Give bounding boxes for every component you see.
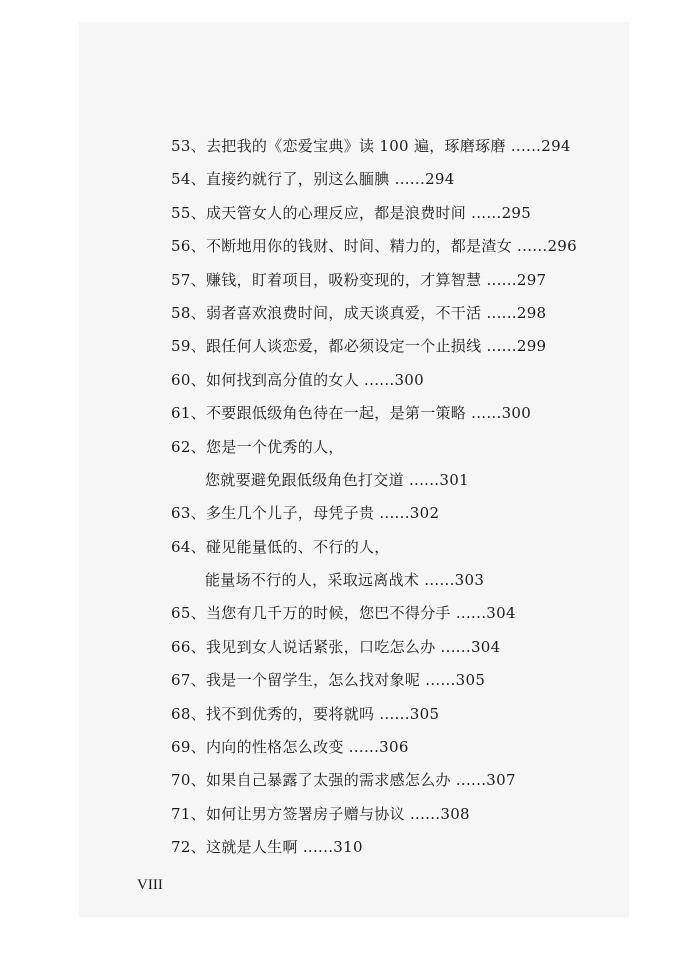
toc-entry: 70、如果自己暴露了太强的需求感怎么办 ......307 (171, 771, 516, 790)
toc-entry: 65、当您有几千万的时候，您巴不得分手 ......304 (171, 604, 516, 623)
toc-entry: 64、碰见能量低的、不行的人， (171, 537, 390, 556)
toc-entry-continuation: 您就要避免跟低级角色打交道 ......301 (205, 470, 469, 489)
toc-entry: 66、我见到女人说话紧张，口吃怎么办 ......304 (171, 637, 501, 656)
page-number: VIII (137, 877, 163, 893)
toc-entry: 67、我是一个留学生，怎么找对象呢 ......305 (171, 671, 486, 690)
toc-entry: 72、这就是人生啊 ......310 (171, 838, 363, 857)
toc-entry: 61、不要跟低级角色待在一起，是第一策略 ......300 (171, 404, 532, 423)
toc-entry: 56、不断地用你的钱财、时间、精力的，都是渣女 ......296 (171, 237, 577, 256)
toc-entry: 57、赚钱，盯着项目，吸粉变现的，才算智慧 ......297 (171, 270, 547, 289)
toc-entry: 62、您是一个优秀的人， (171, 437, 344, 456)
toc-entry: 58、弱者喜欢浪费时间，成天谈真爱，不干活 ......298 (171, 303, 547, 322)
toc-entry: 59、跟任何人谈恋爱，都必须设定一个止损线 ......299 (171, 337, 547, 356)
toc-entry: 71、如何让男方签署房子赠与协议 ......308 (171, 804, 470, 823)
toc-entry: 54、直接约就行了，别这么腼腆 ......294 (171, 170, 455, 189)
toc-entry: 53、去把我的《恋爱宝典》读 100 遍，琢磨琢磨 ......294 (171, 137, 571, 155)
toc-entry: 55、成天管女人的心理反应，都是浪费时间 ......295 (171, 203, 532, 222)
toc-entry-continuation: 能量场不行的人，采取远离战术 ......303 (205, 571, 485, 590)
toc-entry: 60、如何找到高分值的女人 ......300 (171, 370, 424, 389)
table-of-contents (171, 132, 577, 867)
toc-entry: 68、找不到优秀的，要将就吗 ......305 (171, 704, 440, 723)
toc-entry: 63、多生几个儿子，母凭子贵 ......302 (171, 504, 440, 523)
toc-entry: 69、内向的性格怎么改变 ......306 (171, 738, 409, 757)
